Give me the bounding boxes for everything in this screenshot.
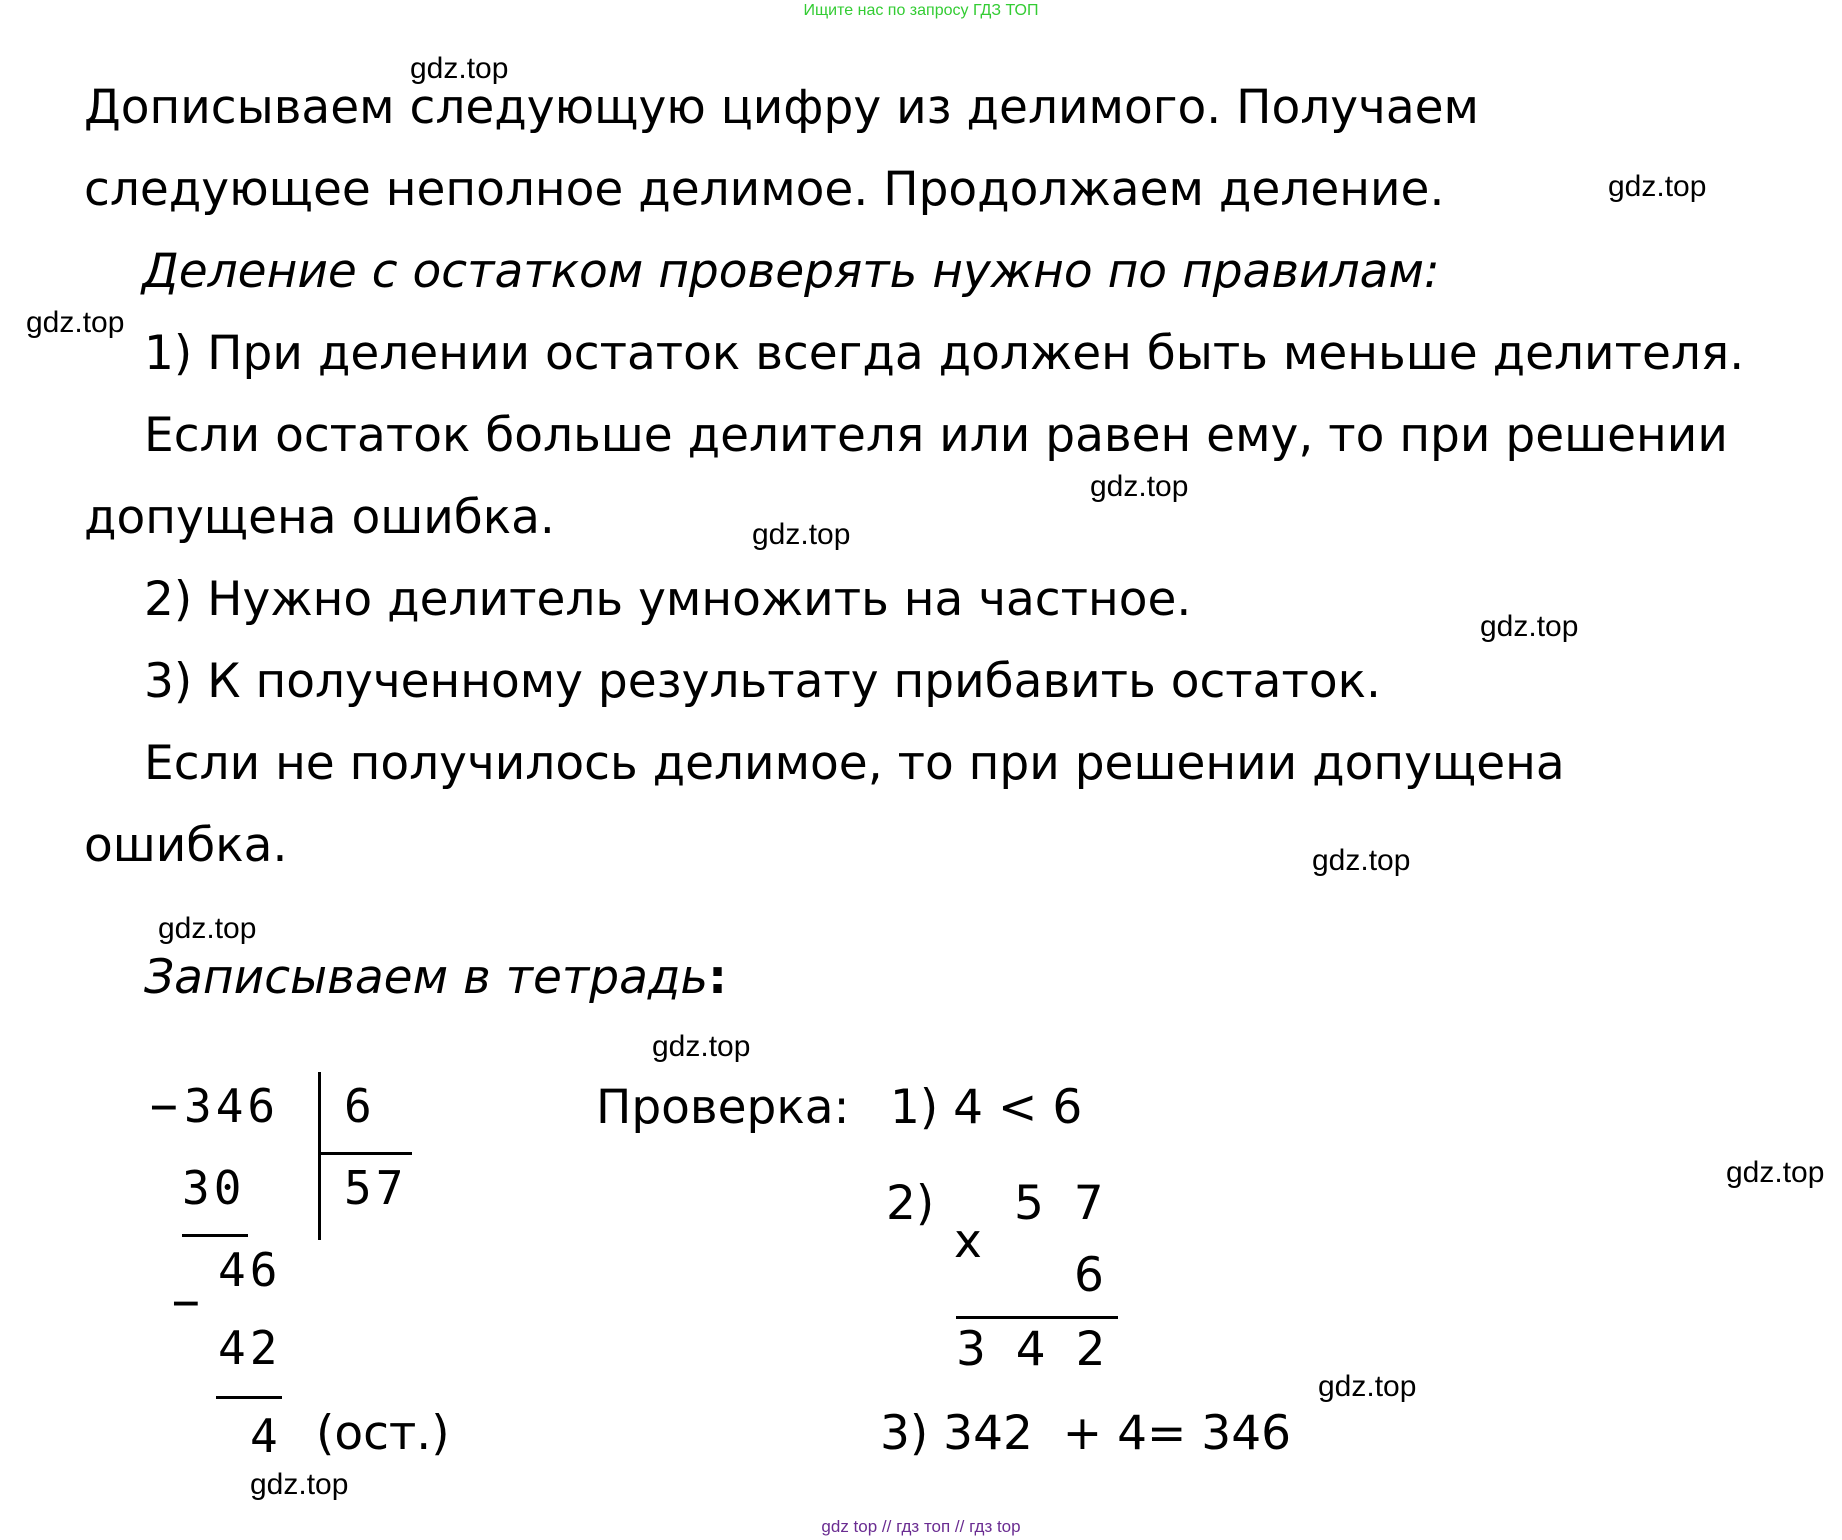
notebook-heading-colon: : (708, 950, 727, 1005)
multiplication-line (956, 1316, 1118, 1319)
notebook-heading-text: Записываем в тетрадь (144, 950, 709, 1005)
multiplication-sign: x (954, 1214, 982, 1269)
footer-links: gdz top // гдз топ // гдз top (821, 1517, 1021, 1536)
rules-heading-text: Деление с остатком проверять нужно по правилам: (142, 244, 1440, 299)
watermark: gdz.top (1090, 470, 1189, 503)
check-label: Проверка: (596, 1080, 850, 1135)
rule-3-note: Если не получилось делимое, то при решении допущена (144, 736, 1565, 791)
division-first-subtrahend: 30 (182, 1161, 246, 1215)
watermark: gdz.top (1318, 1370, 1417, 1403)
division-divisor: 6 (344, 1079, 376, 1133)
watermark: gdz.top (26, 306, 125, 339)
division-partial-dividend: 46 (218, 1243, 282, 1297)
watermark: gdz.top (158, 912, 257, 945)
rule-1-note: допущена ошибка. (84, 490, 555, 545)
watermark: gdz.top (1312, 844, 1411, 877)
check-step-2-label: 2) (886, 1176, 935, 1231)
multiplication-top: 5 7 (1014, 1176, 1104, 1231)
paragraph-line: следующее неполное делимое. Продолжаем деление. (84, 162, 1445, 217)
top-banner: Ищите нас по запросу ГДЗ ТОП (803, 2, 1039, 19)
rule-3-note: ошибка. (84, 818, 288, 873)
division-remainder: 4 (250, 1409, 282, 1463)
rule-1: 1) При делении остаток всегда должен быть меньше делителя. (144, 326, 1745, 381)
division-line (182, 1234, 248, 1237)
watermark: gdz.top (1726, 1156, 1825, 1189)
watermark: gdz.top (1608, 170, 1707, 203)
rule-3: 3) К полученному результату прибавить остаток. (144, 654, 1381, 709)
watermark: gdz.top (250, 1468, 349, 1501)
notebook-heading (144, 950, 727, 1006)
check-step-3: 3) 342 + 4= 346 (880, 1406, 1292, 1461)
division-minus-sign: − (150, 1079, 182, 1133)
division-line (216, 1396, 282, 1399)
multiplication-result: 3 4 2 (956, 1322, 1106, 1377)
division-minus-sign: − (172, 1275, 204, 1329)
division-vertical-line (318, 1072, 321, 1240)
rule-1-note: Если остаток больше делителя или равен ему, то при решении (144, 408, 1728, 463)
check-step-1: 1) 4 < 6 (890, 1080, 1083, 1135)
watermark: gdz.top (652, 1030, 751, 1063)
rules-heading (142, 244, 1440, 300)
watermark: gdz.top (1480, 610, 1579, 643)
rule-2: 2) Нужно делитель умножить на частное. (144, 572, 1192, 627)
division-divisor-underline (320, 1152, 412, 1155)
division-dividend: 346 (184, 1079, 280, 1133)
remainder-label: (ост.) (316, 1406, 450, 1461)
division-second-subtrahend: 42 (218, 1321, 282, 1375)
multiplication-bottom: 6 (1074, 1248, 1104, 1303)
watermark: gdz.top (410, 52, 509, 85)
division-quotient: 57 (344, 1161, 408, 1215)
paragraph-line: Дописываем следующую цифру из делимого. Получаем (84, 80, 1479, 135)
watermark: gdz.top (752, 518, 851, 551)
